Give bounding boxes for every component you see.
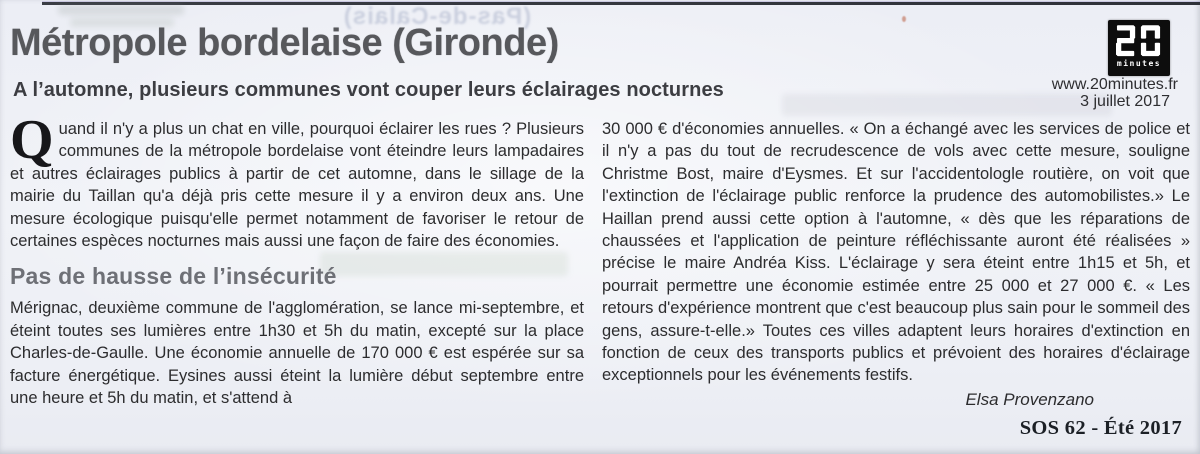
column-right xyxy=(602,118,1190,410)
article-body xyxy=(10,109,1190,410)
source-website: www.20minutes.fr xyxy=(1051,76,1178,93)
scan-top-border xyxy=(42,2,1200,5)
column-left xyxy=(10,109,584,410)
bleedthrough-smudge xyxy=(782,94,1112,116)
bleedthrough-mirrored-text: (Pas-de-Calais) xyxy=(342,3,532,30)
lead-paragraph xyxy=(10,109,584,252)
article-subtitle: A l’automne, plusieurs communes vont couper leurs éclairages nocturnes xyxy=(13,79,724,101)
article-title: Métropole bordelaise (Gironde) xyxy=(10,22,559,64)
paragraph: 30 000 € d'économies annuelles. « On a échangé avec les services de police et il n'y a pas du tout de recrudescence de vols avec cette mesure, souligne Christme Bost, maire d'Eysmes. Et sur l'accidentologle routière, on voit que l'extinction de l'éclairage public renforce la prudence des automobilistes.» Le Haillan prend aussi cette option à l'automne, « dès que les réparations de chaussées et l'application de peinture réfléchissante auront été réalisées » précise le maire Andréa Kiss. L'éclairage y sera éteint entre 1h15 et 5h, et pourrait permettre une économie estimée entre 25 000 et 27 000 €. « Les retours d'expérience montrent que c'est beaucoup plus sain pour le sommeil des gens, assure-t-elle.» Toutes ces villes adaptent leurs horaires d'extinction en fonction de ceux des transports publics et prévoient des horaires d'éclairage exceptionnels pour les événements festifs. xyxy=(602,120,1190,385)
dropcap-letter: Q xyxy=(10,109,54,171)
bleedthrough-smudge xyxy=(58,5,184,15)
byline: Elsa Provenzano xyxy=(965,389,1094,409)
20minutes-logo xyxy=(1108,20,1170,76)
logo-wordmark: minutes xyxy=(1116,59,1162,68)
section-heading: Pas de hausse de l’insécurité xyxy=(10,263,337,290)
scan-speck xyxy=(902,16,906,22)
seven-segment-20-icon xyxy=(1116,25,1162,57)
paragraph: Mérignac, deuxième commune de l'agglomération, se lance mi-septembre, et éteint toutes ses lumières entre 1h30 et 5h du matin, excepté sur la place Charles-de-Gaulle. Une économie annuelle de 170 000 € est espérée sur sa facture énergétique. Eysines aussi éteint la lumière début septembre entre une heure et 5h du matin, et s'attend à xyxy=(10,299,584,408)
issue-label: SOS 62 - Été 2017 xyxy=(1019,417,1182,439)
publication-date: 3 juillet 2017 xyxy=(1080,93,1170,110)
lead-paragraph-text: uand il n'y a plus un chat en ville, pourquoi éclairer les rues ? Plusieurs communes de la métropole bordelaise vont éteindre leurs lampadaires et autres éclairages publics à partir de cet automne, dans le sillage de la mairie du Taillan qu'a déjà pris cette mesure il y a environ deux ans. Une mesure écologique puisqu'elle permet notamment de favoriser le retour de certaines espèces nocturnes mais aussi une façon de faire des économies. xyxy=(10,120,584,251)
